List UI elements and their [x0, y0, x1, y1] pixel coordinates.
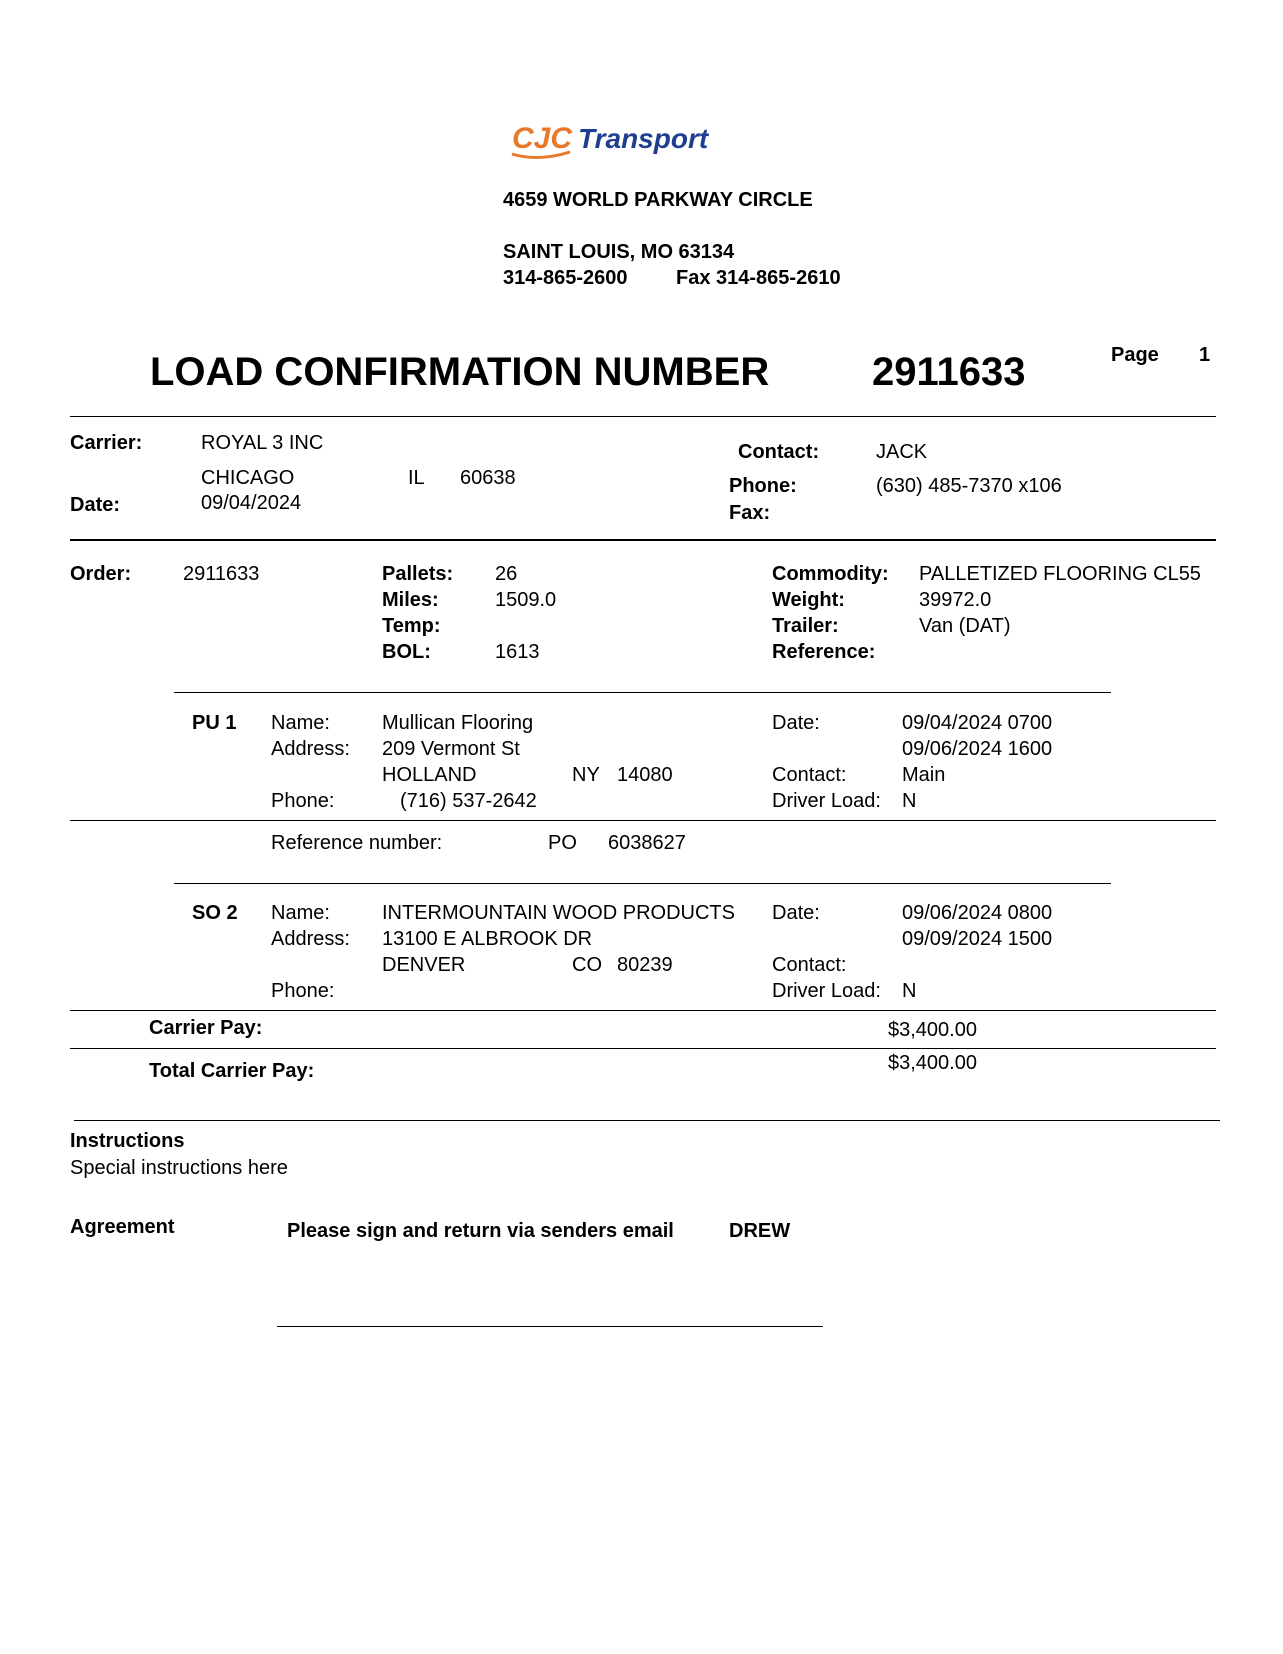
carrier-city: CHICAGO [201, 467, 295, 489]
date-label: Date: [70, 494, 121, 516]
dropoff-date-1: 09/06/2024 0800 [902, 902, 1053, 924]
agreement-name: DREW [729, 1220, 791, 1242]
pickup-ref-type: PO [548, 832, 577, 854]
reference-label: Reference: [772, 641, 876, 663]
pickup-phone-label: Phone: [271, 790, 335, 812]
dropoff-address: 13100 E ALBROOK DR [382, 928, 593, 950]
carrier-phone: (630) 485-7370 x106 [876, 475, 1062, 497]
divider [70, 820, 1216, 821]
instructions-heading: Instructions [70, 1130, 185, 1152]
order-number: 2911633 [183, 563, 260, 585]
dropoff-name: INTERMOUNTAIN WOOD PRODUCTS [382, 902, 735, 924]
dropoff-contact-label: Contact: [772, 954, 847, 976]
bol-value: 1613 [495, 641, 540, 663]
dropoff-zip: 80239 [617, 954, 673, 976]
logo-transport-text: Transport [578, 123, 709, 154]
dropoff-phone-label: Phone: [271, 980, 335, 1002]
pickup-date-2: 09/06/2024 1600 [902, 738, 1053, 760]
pickup-zip: 14080 [617, 764, 673, 786]
fax-label: Fax: [729, 502, 771, 524]
dropoff-city: DENVER [382, 954, 466, 976]
logo-cjc-text: CJC [512, 122, 573, 155]
bol-label: BOL: [382, 641, 431, 663]
miles-value: 1509.0 [495, 589, 557, 611]
company-logo [508, 118, 808, 168]
weight-value: 39972.0 [919, 589, 992, 611]
carrier-label: Carrier: [70, 432, 143, 454]
pickup-ref-value: 6038627 [608, 832, 686, 854]
divider [174, 883, 1111, 884]
agreement-text: Please sign and return via senders email [287, 1220, 674, 1242]
pickup-date-1: 09/04/2024 0700 [902, 712, 1053, 734]
pickup-name: Mullican Flooring [382, 712, 534, 734]
total-carrier-pay-value: $3,400.00 [888, 1052, 977, 1074]
pickup-contact: Main [902, 764, 946, 786]
pickup-ref-label: Reference number: [271, 832, 443, 854]
pickup-driver-load-label: Driver Load: [772, 790, 881, 812]
carrier-pay-value: $3,400.00 [888, 1019, 977, 1041]
company-phone: 314-865-2600 [503, 267, 628, 289]
page-label: Page [1111, 344, 1159, 366]
pallets-value: 26 [495, 563, 518, 585]
carrier-date: 09/04/2024 [201, 492, 302, 514]
pallets-label: Pallets: [382, 563, 454, 585]
weight-label: Weight: [772, 589, 845, 611]
pickup-address: 209 Vermont St [382, 738, 520, 760]
load-number: 2911633 [872, 350, 1026, 394]
trailer-value: Van (DAT) [919, 615, 1011, 637]
company-address: 4659 WORLD PARKWAY CIRCLE [503, 189, 813, 211]
pickup-city: HOLLAND [382, 764, 477, 786]
dropoff-stop-label: SO 2 [192, 902, 238, 924]
page-number: 1 [1199, 344, 1211, 366]
dropoff-driver-load-label: Driver Load: [772, 980, 881, 1002]
dropoff-driver-load: N [902, 980, 917, 1002]
dropoff-address-label: Address: [271, 928, 350, 950]
carrier-zip: 60638 [460, 467, 516, 489]
signature-line [277, 1326, 823, 1327]
instructions-text: Special instructions here [70, 1157, 288, 1179]
carrier-pay-label: Carrier Pay: [149, 1017, 263, 1039]
pickup-driver-load: N [902, 790, 917, 812]
carrier-contact: JACK [876, 441, 928, 463]
pickup-state: NY [572, 764, 600, 786]
pickup-contact-label: Contact: [772, 764, 847, 786]
pickup-name-label: Name: [271, 712, 330, 734]
temp-label: Temp: [382, 615, 441, 637]
divider [70, 1048, 1216, 1049]
divider [70, 416, 1216, 417]
phone-label: Phone: [729, 475, 797, 497]
commodity-label: Commodity: [772, 563, 889, 585]
commodity-value: PALLETIZED FLOORING CL55 [919, 563, 1201, 585]
contact-label: Contact: [738, 441, 820, 463]
company-fax: Fax 314-865-2610 [676, 267, 841, 289]
divider [74, 1120, 1220, 1121]
divider [174, 692, 1111, 693]
divider [70, 1010, 1216, 1011]
agreement-label: Agreement [70, 1216, 175, 1238]
pickup-stop-label: PU 1 [192, 712, 237, 734]
pickup-phone: (716) 537-2642 [400, 790, 537, 812]
carrier-state: IL [408, 467, 425, 489]
pickup-address-label: Address: [271, 738, 350, 760]
pickup-date-label: Date: [772, 712, 820, 734]
dropoff-state: CO [572, 954, 602, 976]
company-city-state-zip: SAINT LOUIS, MO 63134 [503, 241, 735, 263]
dropoff-name-label: Name: [271, 902, 330, 924]
divider [70, 539, 1216, 541]
dropoff-date-2: 09/09/2024 1500 [902, 928, 1053, 950]
trailer-label: Trailer: [772, 615, 839, 637]
miles-label: Miles: [382, 589, 439, 611]
carrier-name: ROYAL 3 INC [201, 432, 324, 454]
order-label: Order: [70, 563, 132, 585]
total-carrier-pay-label: Total Carrier Pay: [149, 1060, 315, 1082]
page-title: LOAD CONFIRMATION NUMBER [150, 350, 770, 394]
dropoff-date-label: Date: [772, 902, 820, 924]
